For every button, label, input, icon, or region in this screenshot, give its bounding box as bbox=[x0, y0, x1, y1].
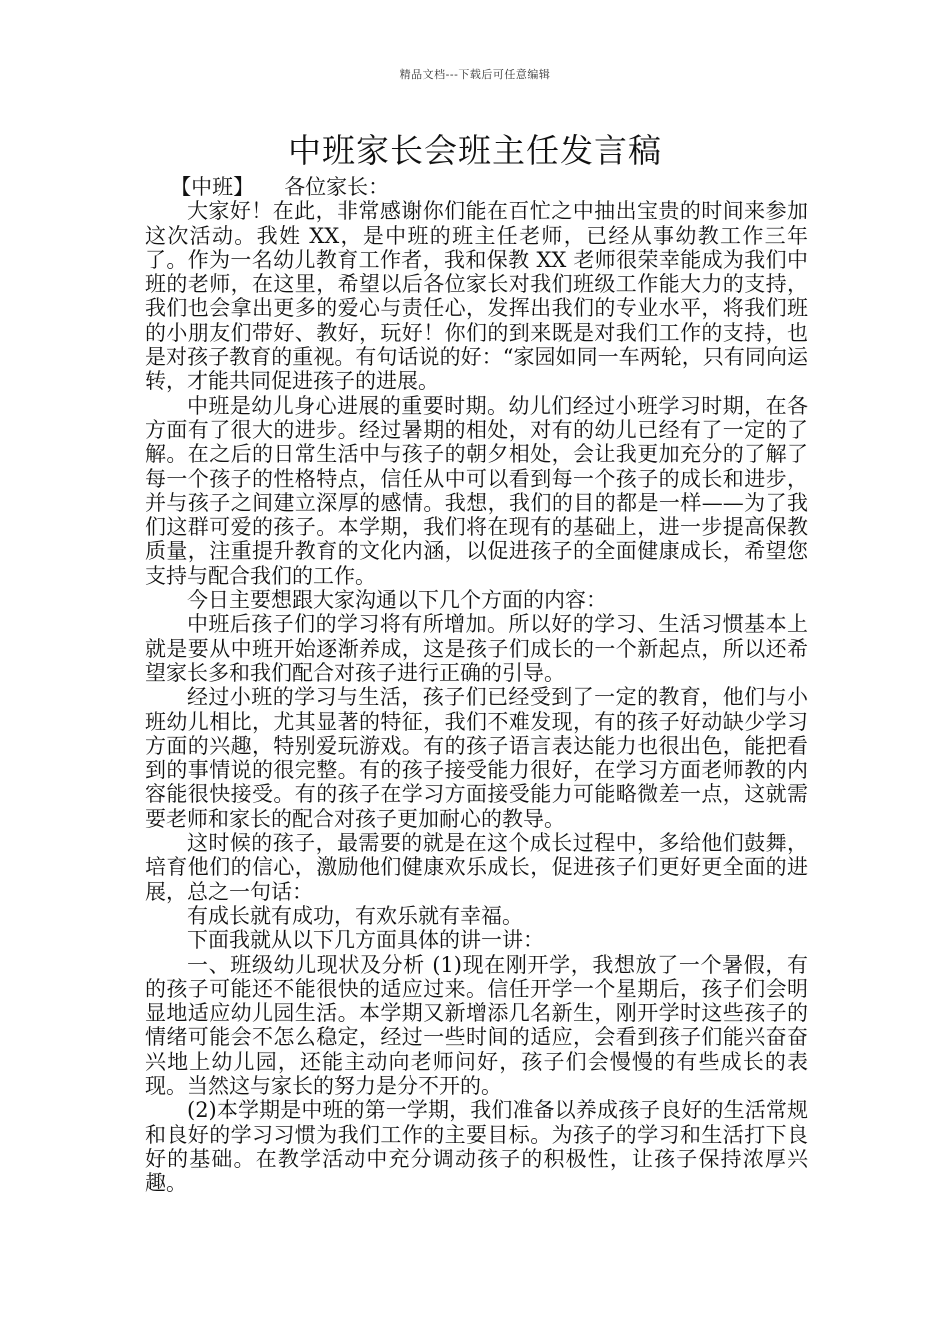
page-header-note: 精品文档---下载后可任意编辑 bbox=[399, 68, 551, 81]
paragraph: (2)本学期是中班的第一学期，我们准备以养成孩子良好的生活常规和良好的学习习惯为我们工作的主要目标。为孩子的学习和生活打下良好的基础。在教学活动中充分调动孩子的积极性，让孩子保持浓厚兴趣。 bbox=[145, 1098, 808, 1196]
paragraph: 今日主要想跟大家沟通以下几个方面的内容： bbox=[187, 588, 607, 613]
paragraph: 中班后孩子们的学习将有所增加。所以好的学习、生活习惯基本上就是要从中班开始逐渐养成，这是孩子们成长的一个新起点，所以还希望家长多和我们配合对孩子进行正确的引导。 bbox=[145, 612, 808, 685]
document-body bbox=[145, 175, 808, 1195]
paragraph: 大家好！在此，非常感谢你们能在百忙之中抽出宝贵的时间来参加这次活动。我姓 XX，是中班的班主任老师，已经从事幼教工作三年了。作为一名幼儿教育工作者，我和保教 XX 老师很荣幸能成为我们中班的老师，在这里，希望以后各位家长对我们班级工作能大力的支持，我们也会拿出更多的爱心与责任心，发挥出我们的专业水平，将我们班的小朋友们带好、教好，玩好！你们的到来既是对我们工作的支持，也是对孩子教育的重视。有句话说的好：“家园如同一车两轮，只有同向运转，才能共同促进孩子的进展。 bbox=[145, 199, 808, 394]
paragraph: 中班是幼儿身心进展的重要时期。幼儿们经过小班学习时期，在各方面有了很大的进步。经过暑期的相处，对有的幼儿已经有了一定的了解。在之后的日常生活中与孩子的朝夕相处，会让我更加充分的了解了每一个孩子的性格特点，信任从中可以看到每一个孩子的成长和进步，并与孩子之间建立深厚的感情。我想，我们的目的都是一样——为了我们这群可爱的孩子。本学期，我们将在现有的基础上，进一步提高保教质量，注重提升教育的文化内涵，以促进孩子的全面健康成长，希望您支持与配合我们的工作。 bbox=[145, 393, 808, 588]
paragraph: 一、班级幼儿现状及分析 (1)现在刚开学，我想放了一个暑假，有的孩子可能还不能很快的适应过来。信任开学一个星期后，孩子们会明显地适应幼儿园生活。本学期又新增添几名新生，刚开学时这些孩子的情绪可能会不怎么稳定，经过一些时间的适应，会看到孩子们能兴奋奋兴地上幼儿园，还能主动向老师问好，孩子们会慢慢的有些成长的表现。当然这与家长的努力是分不开的。 bbox=[145, 952, 808, 1098]
lead-line bbox=[145, 175, 808, 199]
paragraph: 这时候的孩子，最需要的就是在这个成长过程中，多给他们鼓舞，培育他们的信心，激励他们健康欢乐成长，促进孩子们更好更全面的进展，总之一句话： bbox=[145, 831, 808, 904]
paragraph: 经过小班的学习与生活，孩子们已经受到了一定的教育，他们与小班幼儿相比，尤其显著的特征，我们不难发现，有的孩子好动缺少学习方面的兴趣，特别爱玩游戏。有的孩子语言表达能力也很出色，能把看到的事情说的很完整。有的孩子接受能力很好，在学习方面老师教的内容能很快接受。有的孩子在学习方面接受能力可能略微差一点，这就需要老师和家长的配合对孩子更加耐心的教导。 bbox=[145, 685, 808, 831]
lead-greeting: 各位家长： bbox=[284, 175, 390, 199]
paragraph: 下面我就从以下几方面具体的讲一讲： bbox=[187, 928, 544, 953]
document-title: 中班家长会班主任发言稿 bbox=[288, 131, 662, 170]
paragraph: 有成长就有成功，有欢乐就有幸福。 bbox=[187, 903, 523, 928]
lead-tag: 【中班】 bbox=[170, 175, 255, 199]
